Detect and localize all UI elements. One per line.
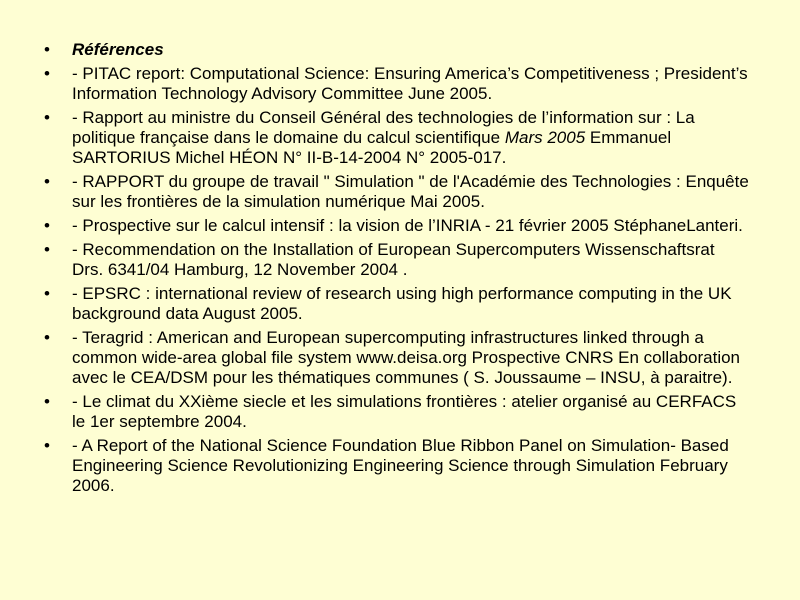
bullet-icon: • [44,108,50,127]
references-heading: Références [72,40,164,59]
reference-item-rapport-ministre [40,108,750,168]
bullet-icon: • [44,216,50,235]
reference-item-epsrc [40,284,750,324]
reference-text-part: Emmanuel SARTORIUS Michel HÉON N° II-B-14-2004 N° 2005-017. [72,128,672,167]
references-heading-item [40,40,750,60]
bullet-icon: • [44,436,50,455]
bullet-icon: • [44,392,50,411]
reference-text: - Teragrid : American and European supercomputing infrastructures linked through a common wide-area global file system www.deisa.org Prospective CNRS En collaboration avec le CEA/DSM pour les thématiques communes ( S. Joussaume – INSU, à paraitre). [72,328,741,387]
reference-text: - Le climat du XXième siecle et les simulations frontières : atelier organisé au CERFACS le 1er septembre 2004. [72,392,737,431]
reference-text: - EPSRC : international review of research using high performance computing in the UK background data August 2005. [72,284,732,323]
reference-text: - Prospective sur le calcul intensif : la vision de l’INRIA - 21 février 2005 StéphaneLanteri. [72,216,743,235]
reference-text: - Recommendation on the Installation of European Supercomputers Wissenschaftsrat Drs. 6341/04 Hamburg, 12 November 2004 . [72,240,715,279]
bullet-icon: • [44,64,50,83]
references-list [40,40,750,496]
reference-text-part: - Rapport au ministre du Conseil Général des technologies de l’information sur : La politique française dans le domaine du calcul scientifique [72,108,695,147]
reference-item-inria [40,216,750,236]
reference-item-academie [40,172,750,212]
reference-text: - RAPPORT du groupe de travail " Simulation " de l'Académie des Technologies : Enquête sur les frontières de la simulation numérique Mai 2005. [72,172,749,211]
reference-item-climat [40,392,750,432]
bullet-icon: • [44,40,50,59]
reference-date-italic: Mars 2005 [504,128,586,147]
reference-text [72,108,695,167]
reference-text: - A Report of the National Science Foundation Blue Ribbon Panel on Simulation- Based Engineering Science Revolutionizing Engineering Science through Simulation February 2006. [72,436,729,495]
reference-item-pitac [40,64,750,104]
reference-item-teragrid [40,328,750,388]
bullet-icon: • [44,172,50,191]
bullet-icon: • [44,240,50,259]
bullet-icon: • [44,284,50,303]
reference-text: - PITAC report: Computational Science: Ensuring America’s Competitiveness ; President’s Information Technology Advisory Committee June 2005. [72,64,748,103]
reference-item-wissenschaftsrat [40,240,750,280]
bullet-icon: • [44,328,50,347]
reference-item-nsf [40,436,750,496]
